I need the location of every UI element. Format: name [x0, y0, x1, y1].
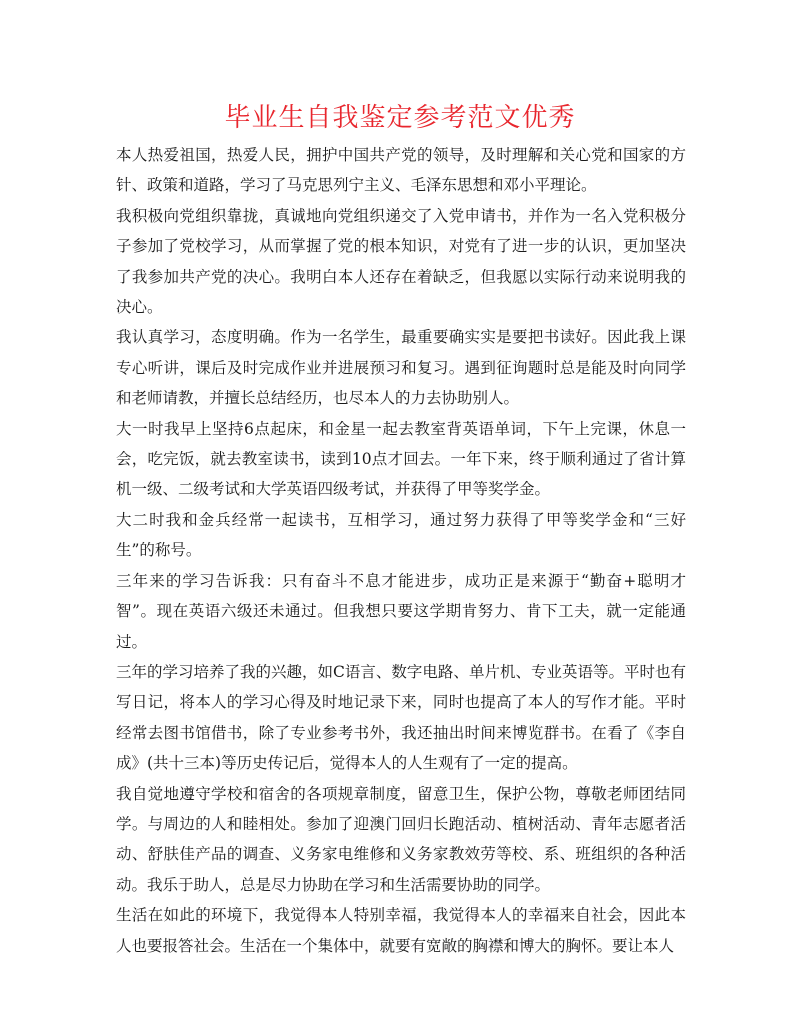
paragraph-study-attitude: 我认真学习，态度明确。作为一名学生，最重要确实实是要把书读好。因此我上课专心听讲，课后及时完成作业并进展预习和复习。遇到征询题时总是能及时向同学和老师请教，并擅长总结经历，也尽本人的力去协助别人。 [116, 328, 686, 408]
document-body [116, 140, 686, 961]
paragraph-first-year: 大一时我早上坚持6点起床，和金星一起去教室背英语单词，下午上完课，休息一会，吃完饭，就去教室读书，读到10点才回去。一年下来，终于顺利通过了省计算机一级、二级考试和大学英语四级考试，并获得了甲等奖学金。 [116, 419, 686, 499]
paragraph-second-year: 大二时我和金兵经常一起读书，互相学习，通过努力获得了甲等奖学金和“三好生”的称号。 [116, 510, 686, 560]
paragraph-interests: 三年的学习培养了我的兴趣，如C语言、数字电路、单片机、专业英语等。平时也有写日记，将本人的学习心得及时地记录下来，同时也提高了本人的写作才能。平时经常去图书馆借书，除了专业参考书外，我还抽出时间来博览群书。在看了《李自成》(共十三本)等历史传记后，觉得本人的人生观有了一定的提高。 [116, 662, 686, 773]
paragraph-discipline-activities: 我自觉地遵守学校和宿舍的各项规章制度，留意卫生，保护公物，尊敬老师团结同学。与周边的人和睦相处。参加了迎澳门回归长跑活动、植树活动、青年志愿者活动、舒肤佳产品的调查、义务家电维修和义务家教效劳等校、系、班组织的各种活动。我乐于助人，总是尽力协助在学习和生活需要协助的同学。 [116, 784, 686, 894]
paragraph-society: 生活在如此的环境下，我觉得本人特别幸福，我觉得本人的幸福来自社会，因此本人也要报答社会。生活在一个集体中，就要有宽敞的胸襟和博大的胸怀。要让本人 [116, 906, 686, 955]
paragraph-patriotism: 本人热爱祖国，热爱人民，拥护中国共产党的领导，及时理解和关心党和国家的方针、政策和道路，学习了马克思列宁主义、毛泽东思想和邓小平理论。 [116, 146, 686, 195]
paragraph-three-years-lesson: 三年来的学习告诉我：只有奋斗不息才能进步，成功正是来源于“勤奋+聪明才智”。现在英语六级还未通过。但我想只要这学期肯努力、肯下工夫，就一定能通过。 [116, 571, 686, 651]
paragraph-party-membership: 我积极向党组织靠拢，真诚地向党组织递交了入党申请书，并作为一名入党积极分子参加了党校学习，从而掌握了党的根本知识，对党有了进一步的认识，更加坚决了我参加共产党的决心。我明白本人还存在着缺乏，但我愿以实际行动来说明我的决心。 [116, 206, 686, 317]
document-title: 毕业生自我鉴定参考范文优秀 [224, 103, 576, 133]
